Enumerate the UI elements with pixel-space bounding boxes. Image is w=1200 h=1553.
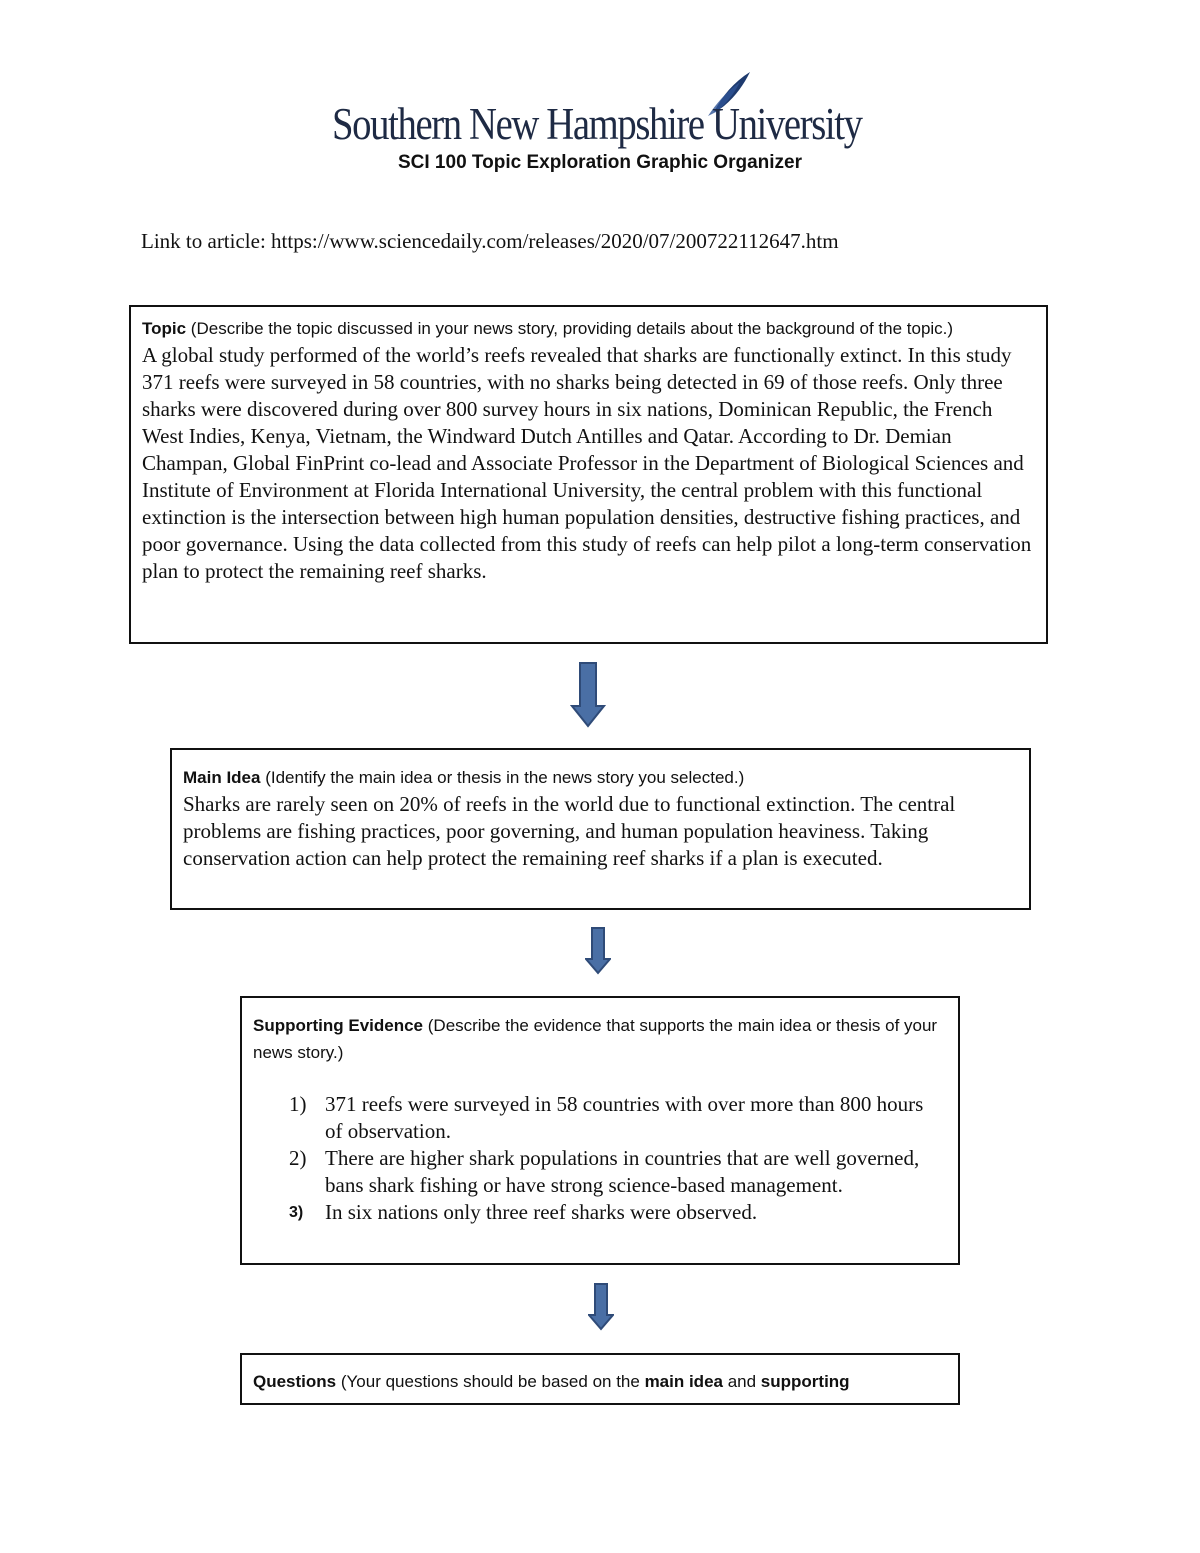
evidence-instruction: (Describe the evidence that supports the main idea or thesis of your news story.) [253, 1016, 938, 1062]
topic-heading [142, 315, 1036, 342]
evidence-list [253, 1091, 948, 1226]
university-name: Southern New Hampshire University [332, 99, 862, 149]
supporting-evidence-box [240, 996, 960, 1265]
main-idea-heading [183, 764, 1019, 791]
down-arrow-icon [588, 1283, 614, 1331]
evidence-heading [253, 1012, 948, 1066]
list-item [253, 1199, 948, 1226]
questions-instruction-emphasis: supporting [760, 1372, 850, 1391]
document-title: SCI 100 Topic Exploration Graphic Organizer [397, 152, 803, 173]
article-url[interactable]: https://www.sciencedaily.com/releases/2020/07/200722112647.htm [271, 229, 839, 253]
questions-instruction-emphasis: main idea [644, 1372, 723, 1391]
main-idea-label: Main Idea [183, 768, 261, 787]
list-item-text: In six nations only three reef sharks were observed. [325, 1200, 758, 1224]
list-item-text: 371 reefs were surveyed in 58 countries with over more than 800 hours of observation. [325, 1092, 924, 1143]
evidence-label: Supporting Evidence [253, 1016, 424, 1035]
questions-heading [253, 1368, 948, 1395]
article-link-line [141, 229, 839, 254]
topic-box [129, 305, 1048, 644]
main-idea-body: Sharks are rarely seen on 20% of reefs in the world due to functional extinction. The central problems are fishing practices, poor governing, and human population heaviness. Taking conservation action can help protect the remaining reef sharks if a plan is executed. [183, 792, 956, 870]
main-idea-instruction: (Identify the main idea or thesis in the news story you selected.) [260, 768, 745, 787]
topic-instruction: (Describe the topic discussed in your news story, providing details about the background of the topic.) [186, 319, 954, 338]
main-idea-box [170, 748, 1031, 910]
list-item [253, 1145, 948, 1199]
topic-label: Topic [142, 319, 187, 338]
down-arrow-icon [570, 662, 606, 728]
questions-box [240, 1353, 960, 1405]
list-item-number: 3) [289, 1204, 304, 1221]
questions-label: Questions [253, 1372, 337, 1391]
questions-instruction-mid: and [722, 1372, 761, 1391]
list-item-number: 2) [289, 1146, 307, 1170]
topic-body: A global study performed of the world’s reefs revealed that sharks are functionally extinct. In this study 371 reefs were surveyed in 58 countries, with no sharks being detected in 69 of those reefs. Only three sharks were discovered during over 800 survey hours in six nations, Dominican Republic, the French West Indies, Kenya, Vietnam, the Windward Dutch Antilles and Qatar. According to Dr. Demian Champan, Global FinPrint co-lead and Associate Professor in the Department of Biological Sciences and Institute of Environment at Florida International University, the central problem with this functional extinction is the intersection between high human population densities, destructive fishing practices, and poor governance. Using the data collected from this study of reefs can help pilot a long-term conservation plan to protect the remaining reef sharks. [142, 343, 1032, 583]
list-item [253, 1091, 948, 1145]
list-item-number: 1) [289, 1092, 307, 1116]
list-item-text: There are higher shark populations in countries that are well governed, bans shark fishing or have strong science-based management. [325, 1146, 920, 1197]
down-arrow-icon [585, 927, 611, 975]
university-logo [332, 68, 872, 158]
link-label: Link to article: [141, 229, 266, 253]
questions-instruction-pre: (Your questions should be based on the [336, 1372, 645, 1391]
